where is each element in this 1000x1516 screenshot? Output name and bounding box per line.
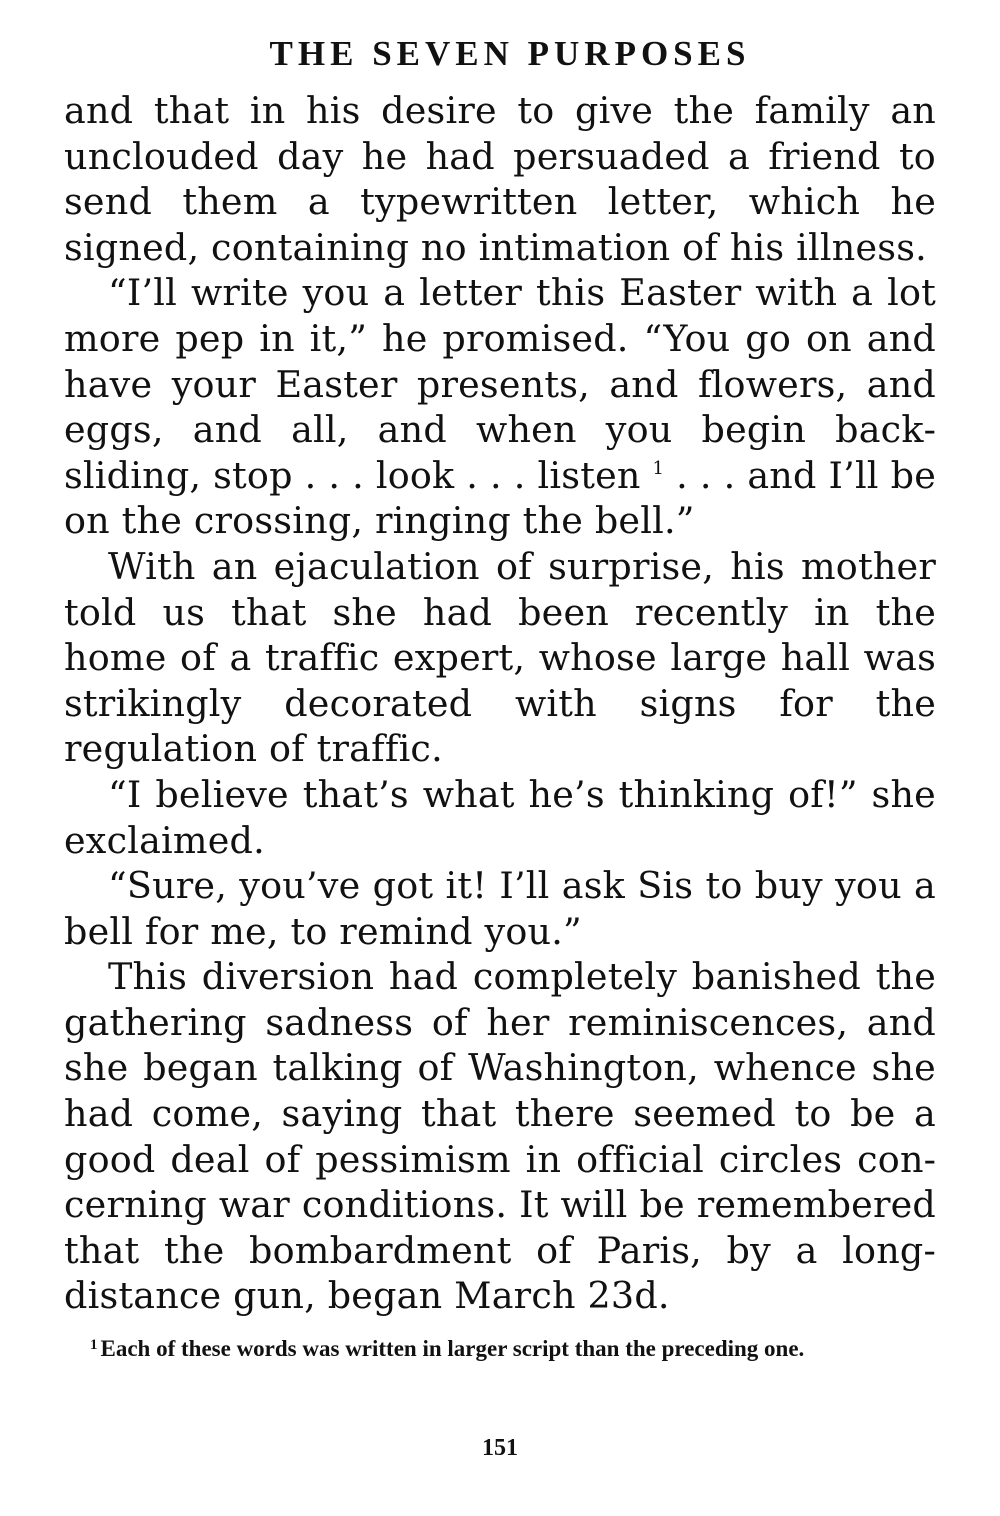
- paragraph-5: “Sure, you’ve got it! I’ll ask Sis to buy you a bell for me, to remind you.”: [64, 864, 936, 953]
- paragraph-2: [64, 270, 936, 544]
- paragraph-6: This diversion had completely banished the gathering sadness of her reminiscences, and she began talking of Washington, whence she had come, saying that there seemed to be a good deal of pessimism in official circles concerning war conditions. It will be remembered that the bombardment of Paris, by a long-distance gun, began March 23d.: [64, 955, 936, 1318]
- running-head: THE SEVEN PURPOSES: [269, 34, 751, 73]
- footnote-marker: 1: [90, 1337, 98, 1354]
- book-page: [64, 28, 936, 1361]
- paragraph-1: and that in his desire to give the family an unclouded day he had persuaded a friend to send them a typewritten letter, which he signed, containing no intimation of his illness.: [64, 89, 936, 269]
- paragraph-2-text-a: “I’ll write you a letter this Easter with a lot more pep in it,” he promised. “You go on and have your Easter presents, and flowers, and eggs, and all, and when you begin backsliding, stop . . . look . . . listen: [64, 271, 936, 497]
- page-number: 151: [482, 1435, 518, 1461]
- footnote-reference: 1: [652, 457, 665, 479]
- paragraph-3: With an ejaculation of surprise, his mother told us that she had been recently in the home of a traffic expert, whose large hall was strikingly decorated with signs for the regulation of traffic.: [64, 544, 936, 771]
- body-text: [64, 88, 936, 1319]
- paragraph-4: “I believe that’s what he’s thinking of!” she exclaimed.: [64, 772, 936, 862]
- footnote-text: Each of these words was written in larger script than the preceding one.: [100, 1336, 805, 1362]
- paragraph-2-text-b: . . . and I’ll be on the crossing, ringing the bell.”: [64, 453, 936, 543]
- footnote: [64, 1337, 936, 1361]
